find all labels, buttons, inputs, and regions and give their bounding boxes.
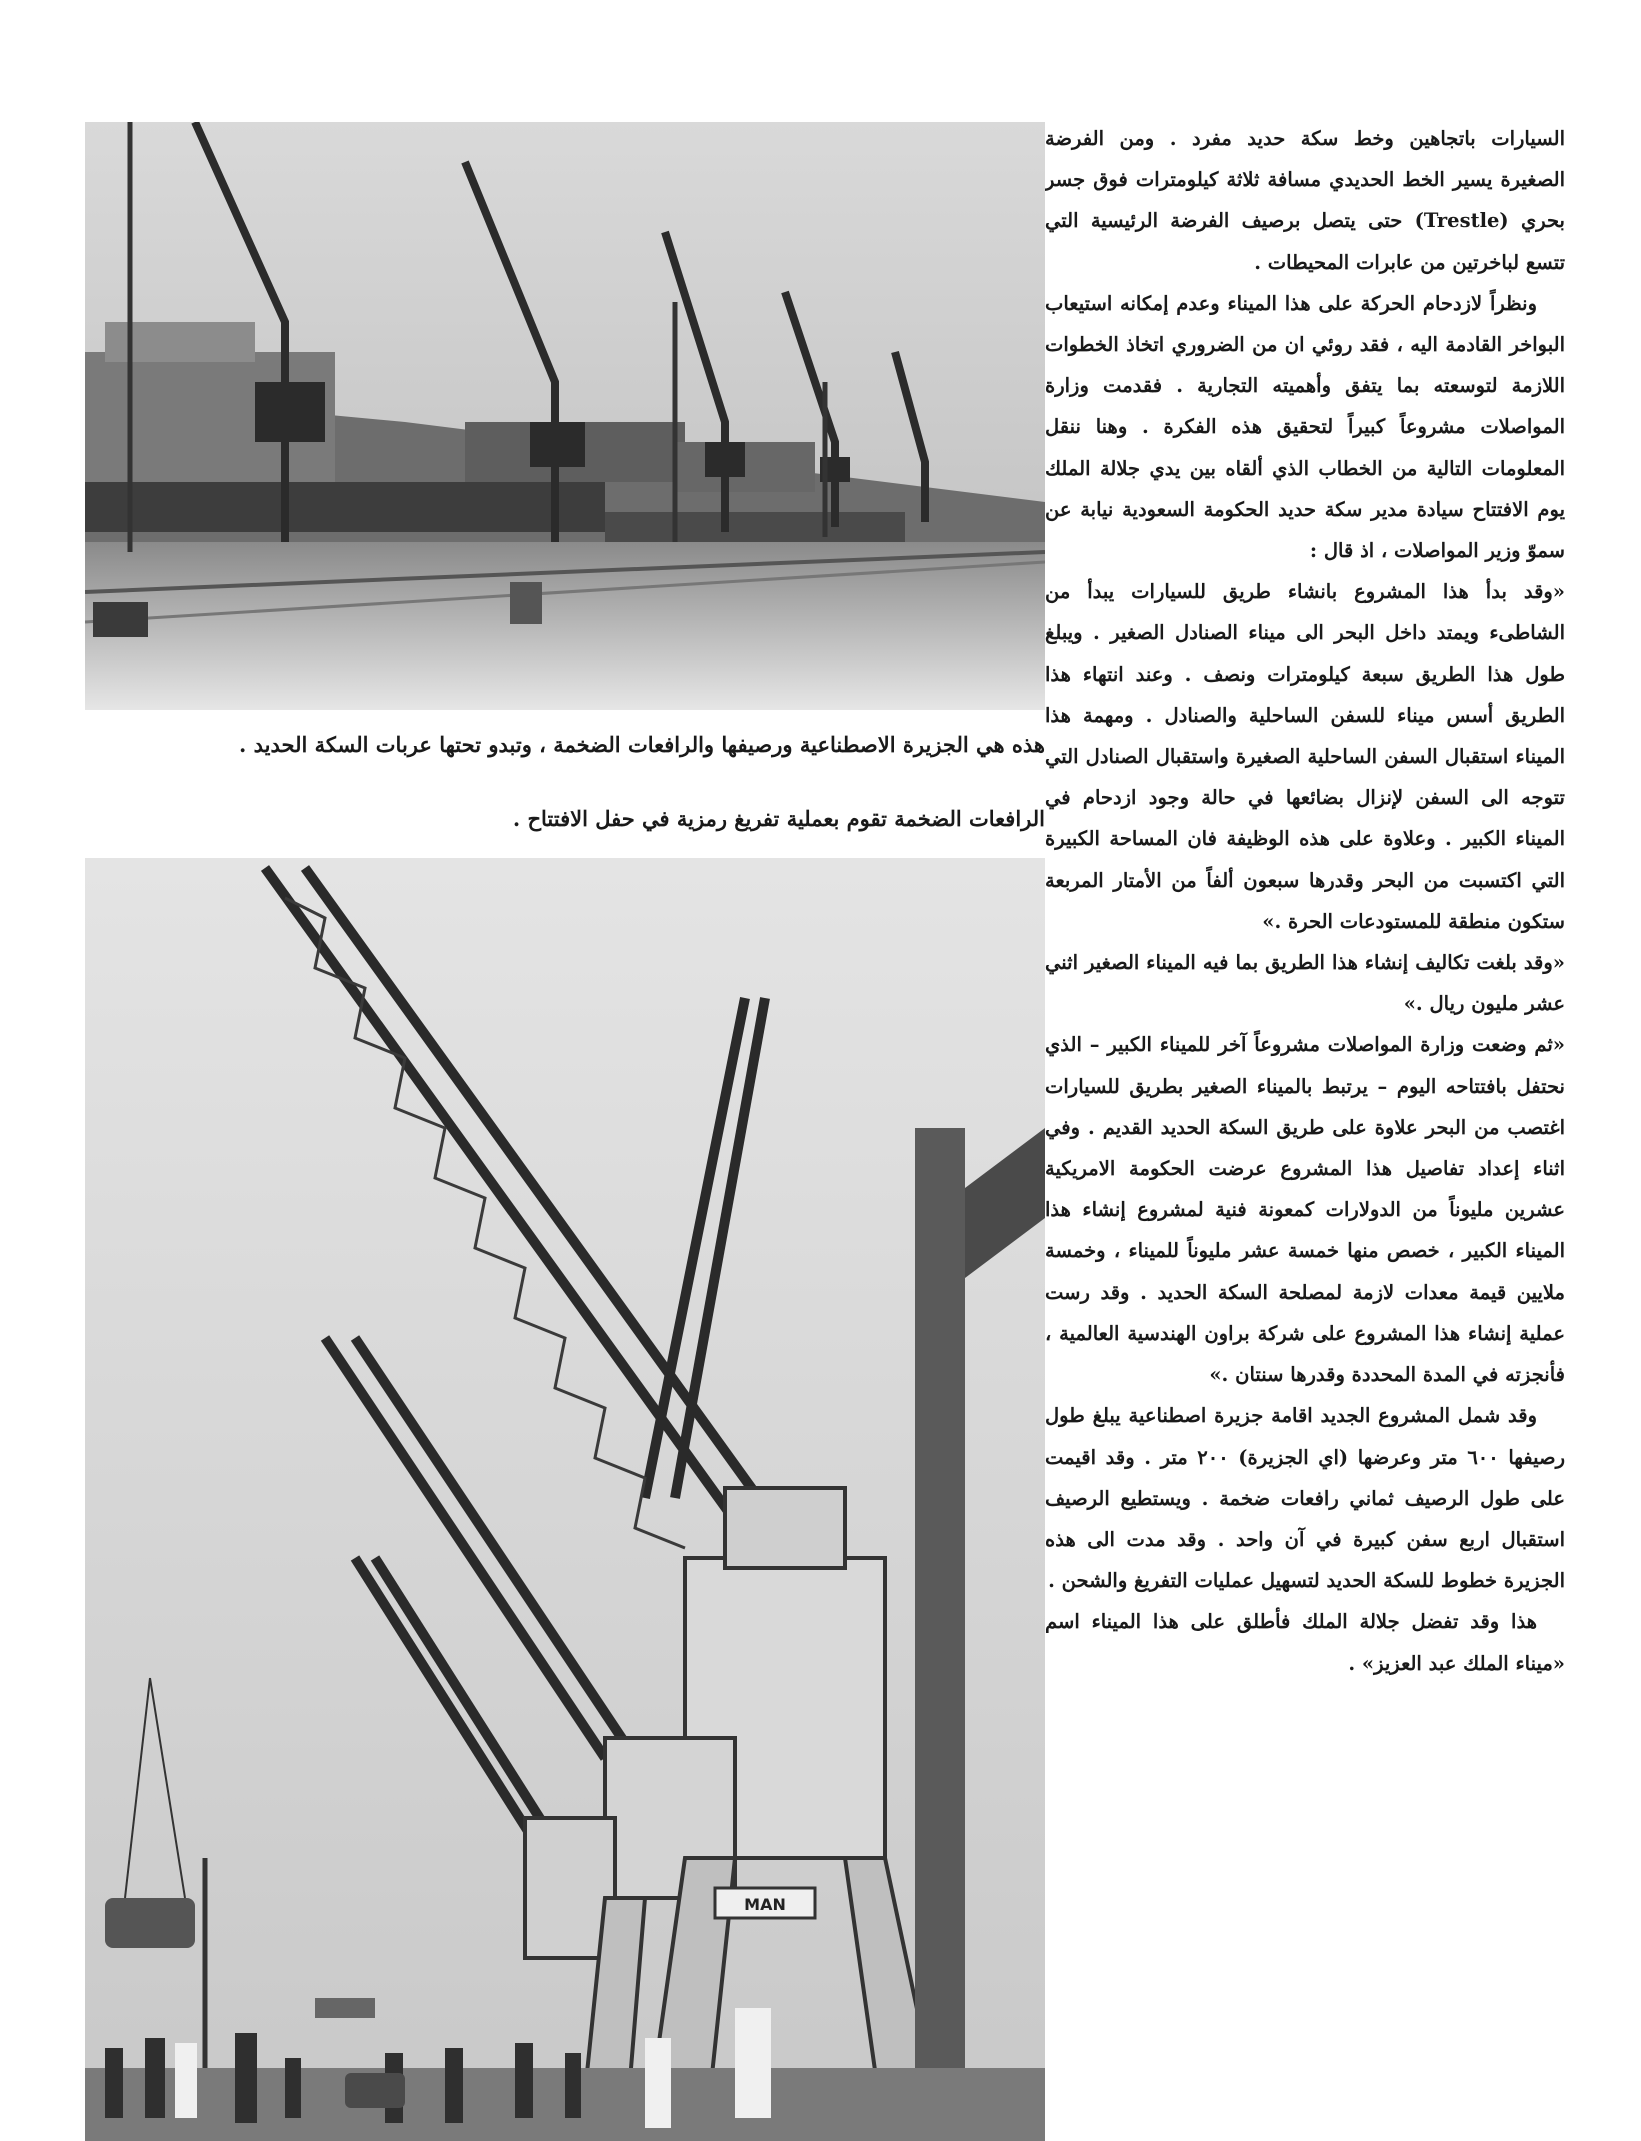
opening-ceremony-illustration — [85, 858, 1045, 2141]
article-paragraph-6: وقد شمل المشروع الجديد اقامة جزيرة اصطناعية يبلغ طول رصيفها ٦٠٠ متر وعرضها (اي الجزيرة) ٢٠٠ متر . وقد اقيمت على طول الرصيف ثماني رافعات ضخمة . ويستطيع الرصيف استقبال اربع سفن كبيرة في آن واحد . وقد مدت الى هذه الجزيرة خطوط للسكة الحديد لتسهيل عمليات التفريغ والشحن . — [1045, 1404, 1565, 1593]
article-paragraph-7: هذا وقد تفضل جلالة الملك فأطلق على هذا الميناء اسم «ميناء الملك عبد العزيز» . — [1045, 1610, 1565, 1675]
crane-maker-plate: MAN — [744, 1895, 786, 1914]
opening-ceremony-photo — [85, 858, 1045, 2141]
bottom-photo-caption: الرافعات الضخمة تقوم بعملية تفريغ رمزية في حفل الافتتاح . — [512, 806, 1045, 831]
top-photo-caption: هذه هي الجزيرة الاصطناعية ورصيفها والرافعات الضخمة ، وتبدو تحتها عربات السكة الحديد . — [239, 732, 1045, 757]
port-quay-photo — [85, 122, 1045, 710]
article-paragraph-3: «وقد بدأ هذا المشروع بانشاء طريق للسيارات يبدأ من الشاطىء ويمتد داخل البحر الى ميناء الصنادل الصغير . ويبلغ طول هذا الطريق سبعة كيلومترات ونصف . وعند انتهاء هذا الطريق أسس ميناء للسفن الساحلية والصنادل . ومهمة هذا الميناء استقبال السفن الساحلية الصغيرة واستقبال الصنادل التي تتوجه الى السفن لإنزال بضائعها في حالة وجود ازدحام في الميناء الكبير . وعلاوة على هذه الوظيفة فان المساحة الكبيرة التي اكتسبت من البحر وقدرها سبعون ألفاً من الأمتار المربعة ستكون منطقة للمستودعات الحرة .» — [1045, 580, 1565, 933]
port-quay-illustration — [85, 122, 1045, 710]
article-paragraph-5: «ثم وضعت وزارة المواصلات مشروعاً آخر للميناء الكبير – الذي نحتفل بافتتاحه اليوم – يرتبط بالميناء الصغير بطريق للسيارات اغتصب من البحر علاوة على طريق السكة الحديد القديم . وفي اثناء إعداد تفاصيل هذا المشروع عرضت الحكومة الامريكية عشرين مليوناً من الدولارات كمعونة فنية لمشروع إنشاء هذا الميناء الكبير ، خصص منها خمسة عشر مليوناً للميناء ، وخمسة ملايين قيمة معدات لازمة لمصلحة السكة الحديد . وقد رست عملية إنشاء هذا المشروع على شركة براون الهندسية العالمية ، فأنجزته في المدة المحددة وقدرها سنتان .» — [1045, 1033, 1565, 1387]
article-paragraph-2: ونظراً لازدحام الحركة على هذا الميناء وعدم إمكانه استيعاب البواخر القادمة اليه ، فقد روئي ان من الضروري اتخاذ الخطوات اللازمة لتوسعته بما يتفق وأهميته التجارية . فقدمت وزارة المواصلات مشروعاً كبيراً لتحقيق هذه الفكرة . وهنا ننقل المعلومات التالية من الخطاب الذي ألقاه بين يدي جلالة الملك يوم الافتتاح سيادة مدير سكة حديد الحكومة السعودية نيابة عن سموّ وزير المواصلات ، اذ قال : — [1045, 291, 1565, 563]
article-paragraph-4: «وقد بلغت تكاليف إنشاء هذا الطريق بما فيه الميناء الصغير اثني عشر مليون ريال .» — [1045, 951, 1565, 1016]
article-text-column — [1045, 118, 1565, 1684]
article-paragraph-1: السيارات باتجاهين وخط سكة حديد مفرد . ومن الفرضة الصغيرة يسير الخط الحديدي مسافة ثلاثة كيلومترات فوق جسر بحري (Trestle) حتى يتصل برصيف الفرضة الرئيسية التي تتسع لباخرتين من عابرات المحيطات . — [1045, 127, 1565, 274]
